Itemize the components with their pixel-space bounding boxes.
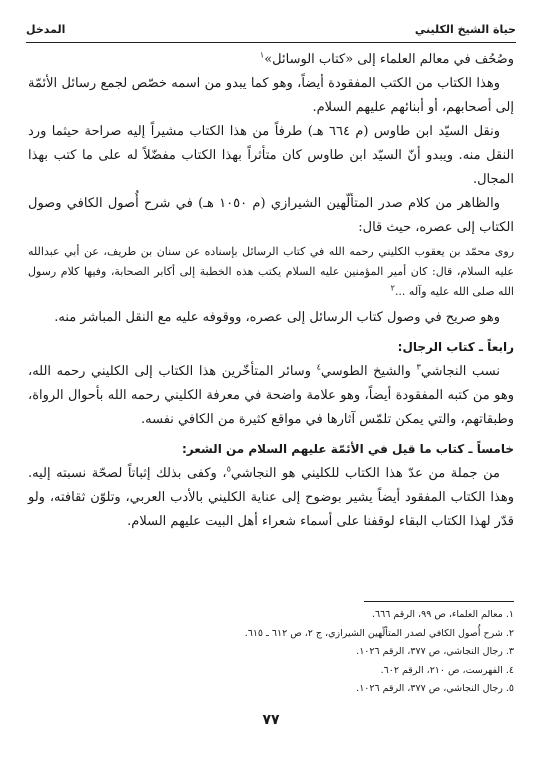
footnote-ref-3: ٣ xyxy=(416,362,421,372)
header-book-title: حياة الشيخ الكليني xyxy=(414,22,516,36)
footnote-item: ٥. رجال النجاشي، ص ٣٧٧، الرقم ١٠٢٦. xyxy=(356,683,514,694)
section-heading-5: خامساً ـ كتاب ما قيل في الأئمّة عليهم السلام من الشعر: xyxy=(181,442,514,456)
footnote-ref-4: ٤ xyxy=(316,362,321,372)
block-quote xyxy=(28,242,514,302)
footnote-item: ٢. شرح أُصول الكافي لصدر المتألّهين الشيرازي، ج ٢، ص ٦١٢ ـ ٦١٥. xyxy=(244,627,514,639)
paragraph-7-text-a: من جملة من عدّ هذا الكتاب للكليني هو النجاشي xyxy=(230,466,500,481)
paragraph-6-text-a: نسب النجاشي xyxy=(420,364,500,379)
footnote-divider xyxy=(364,601,514,602)
paragraph-6-text-b: والشيخ الطوسي xyxy=(320,364,411,379)
footnote-ref-2: ٢ xyxy=(390,283,395,293)
footnotes xyxy=(28,606,514,699)
page-number: ٧٧ xyxy=(262,712,280,728)
paragraph-6 xyxy=(28,360,514,432)
paragraph-3: ونقل السيّد ابن طاوس (م ٦٦٤ هـ) طرفاً من هذا الكتاب مشيراً إليه صراحة حيثما ورد النقل منه. ويبدو أنّ السيّد ابن طاوس كان متأثراً بهذا الكتاب مفضّلاً له على ما كتب بهذا المجال. xyxy=(28,124,514,187)
footnote-item: ٣. رجال النجاشي، ص ٣٧٧، الرقم ١٠٢٦. xyxy=(356,646,514,657)
paragraph-1-text: وصُحُف في معالم العلماء إلى «كتاب الوسائل» xyxy=(264,52,514,67)
paragraph-7 xyxy=(28,462,514,534)
paragraph-2: وهذا الكتاب من الكتب المفقودة أيضاً، وهو كما يبدو من اسمه خصّص لجمع رسائل الأئمّة إلى أصحابهم، أو أبنائهم عليهم السلام. xyxy=(28,76,514,115)
main-text xyxy=(28,48,514,534)
paragraph-6-text-c: وسائر المتأخّرين هذا الكتاب إلى الكليني رحمه الله، وهو من كتبه المفقودة أيضاً، وهو علامة واضحة في معرفة الكليني رحمه الله بأحوال الرواة، وطبقاتهم، والتي يمكن تلمّس آثارها في مواقع كثيرة من الكافي نفسه. xyxy=(28,364,514,427)
paragraph-4: والظاهر من كلام صدر المتألّهين الشيرازي (م ١٠٥٠ هـ) في شرح أُصول الكافي وصول الكتاب إلى عصره، حيث قال: xyxy=(28,196,514,235)
paragraph-5: وهو صريح في وصول كتاب الرسائل إلى عصره، ووقوفه عليه مع النقل المباشر منه. xyxy=(54,310,500,325)
section-heading-4: رابعاً ـ كتاب الرجال: xyxy=(397,340,514,354)
block-quote-text: روى محمّد بن يعقوب الكليني رحمه الله في كتاب الرسائل بإسناده عن سنان بن طريف، عن أبي عبدالله عليه السلام، قال: كان أمير المؤمنين عليه السلام يكتب هذه الخطبة إلى أكابر الصحابة، وفيها كلام رسول الله صلى الله عليه وآله ... xyxy=(28,245,515,298)
footnote-ref-5: ٥ xyxy=(226,464,231,474)
header-divider xyxy=(26,42,516,43)
footnote-item: ٤. الفهرست، ص ٢١٠، الرقم ٦٠٢. xyxy=(380,664,514,676)
footnote-item: ١. معالم العلماء، ص ٩٩، الرقم ٦٦٦. xyxy=(372,609,514,620)
footnote-ref-1: ١ xyxy=(259,50,265,60)
header-section-title: المدخل xyxy=(26,22,66,36)
running-header xyxy=(26,18,516,40)
paragraph-1 xyxy=(28,48,514,72)
paragraph-7-text-b: ، وكفى بذلك إثباتاً لصحّة نسبته إليه. وهذا الكتاب المفقود أيضاً يشير بوضوح إلى عناية الكليني بالأدب العربي، وتلوّن ثقافته، ولو قدّر لهذا الكتاب البقاء لوقفنا على أسماء شعراء أهل البيت عليهم السلام. xyxy=(28,466,514,529)
